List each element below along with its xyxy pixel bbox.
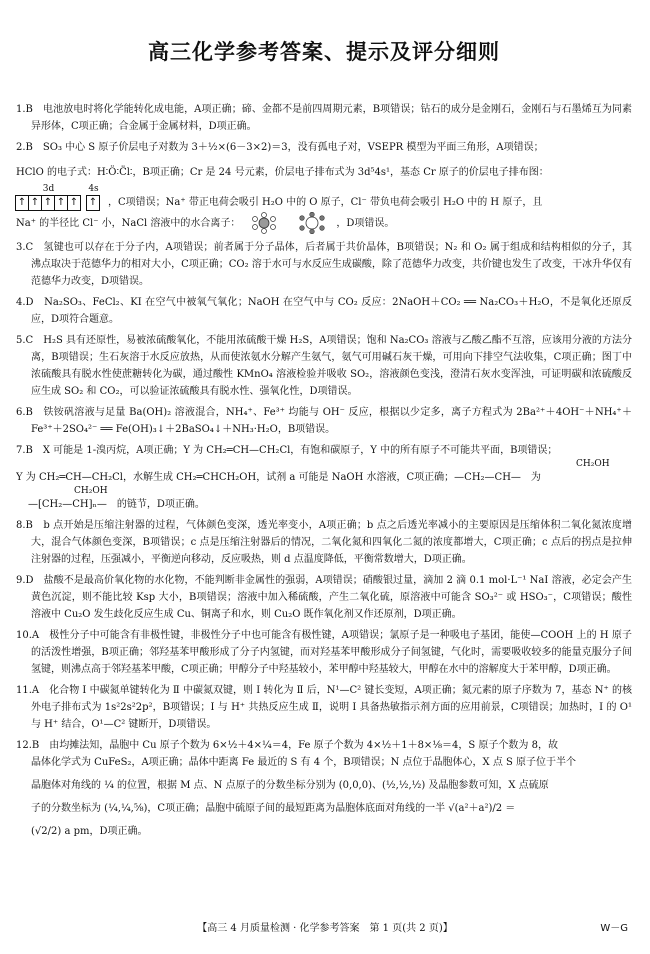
orbital-4s-label: 4s [88,184,99,194]
q12-line4: 子的分数坐标为 (¼,¼,⅝)，C项正确；晶胞中硫原子间的最短距离为晶胞体底面对角线的一半 √(a²＋a²)/2 ＝ [31,803,516,814]
answer-q10: 10.A 极性分子中可能含有非极性键，非极性分子中也可能含有极性键，A项错误；氯原子是一种吸电子基团，能使—COOH 上的 H 原子的活泼性增强，B项正确；邻羟基苯甲酸形成了分子内氢键，而对羟基苯甲酸形成分子间氢键，气化时，需要吸收较多的能量克服分子间氢键，则沸点高于邻羟基苯甲酸，C项正确；甲醇分子中羟基较小，苯甲醇中羟基较大，甲醇在水中的溶解度大于苯甲醇，D项正确。 [16,630,632,675]
answer-q8: 8.B b 点开始是压缩注射器的过程，气体颜色变深，透光率变小，A项正确；b 点之后透光率减小的主要原因是压缩体积二氧化氮浓度增大，混合气体颜色变深，B项错误；c 点是压缩注射器后的情况，二氧化氮和四氧化二氮的浓度都增大，C项正确；c 点后的拐点是拉伸注射器的过程，压强减小，平衡逆向移动，反应吸热，则 d 点温度降低，平衡常数增大，D项正确。 [16,520,632,565]
q7-line1: 7.B X 可能是 1-溴丙烷，A项正确；Y 为 CH₂═CH—CH₂Cl，有饱和碳原子，Y 中的所有原子不可能共平面，B项错误； [16,445,558,456]
q7-line2: Y 为 CH₂═CH—CH₂Cl，水解生成 CH₂═CHCH₂OH，试剂 a 可能是 NaOH 水溶液，C项正确；—CH₂—CH— 为 [16,472,541,483]
q2-line1: 2.B SO₃ 中心 S 原子价层电子对数为 3＋½×(6－3×2)＝3，没有孤电子对，VSEPR 模型为平面三角形，A项错误； [16,142,544,153]
answer-q6: 6.B 铁铵矾溶液与足量 Ba(OH)₂ 溶液混合，NH₄⁺、Fe³⁺ 均能与 OH⁻ 反应，根据以少定多，离子方程式为 2Ba²⁺＋4OH⁻＋NH₄⁺＋Fe³⁺＋2SO₄²⁻ ══ Fe(OH)₃↓＋2BaSO₄↓＋NH₃·H₂O，B项错误。 [16,407,632,435]
q12-line5: (√2/2) a pm，D项正确。 [31,826,148,837]
footer-code: W－G [600,923,628,934]
q12-line3: 晶胞体对角线的 ¼ 的位置，根据 M 点、N 点原子的分数坐标分别为 (0,0,0)、(½,½,½) 及晶胞参数可知，X 点硫原 [31,780,549,791]
q12-line2: 晶体化学式为 CuFeS₂，A项正确；晶体中距离 Fe 最近的 S 有 4 个，B项错误；N 点位于晶胞体心，X 点 S 原子位于半个 [31,757,577,768]
answer-q2 [16,139,632,235]
q2-line3: ，C项错误；Na⁺ 带正电荷会吸引 H₂O 中的 O 原子，Cl⁻ 带负电荷会吸引 H₂O 中的 H 原子，且 [108,197,543,208]
orbital-4s [87,184,100,211]
q12-line1: 12.B 由均摊法知，晶胞中 Cu 原子个数为 6×½＋4×¼＝4，Fe 原子个数为 4×½＋1＋8×⅛＝4，S 原子个数为 8，故 [16,740,558,751]
orbital-box-arrow: ↑ [86,195,100,211]
orbital-box-arrow: ↑ [67,195,81,211]
answer-q1: 1.B 电池放电时将化学能转化成电能，A项正确；碲、金都不是前四周期元素，B项错误；钻石的成分是金刚石，金刚石与石墨烯互为同素异形体，C项正确；合金属于金属材料，D项正确。 [16,104,632,132]
hydrated-na-ion-icon [243,212,285,234]
orbital-3d [16,184,81,211]
answer-q3: 3.C 氢键也可以存在于分子内，A项错误；前者属于分子晶体，后者属于共价晶体，B项错误；N₂ 和 O₂ 属于组成和结构相似的分子，其沸点取决于范德华力的相对大小，C项正确；CO₂ 溶于水可与水反应生成碳酸，除了范德华力改变，共价键也发生了改变，干冰升华仅有范德华力改变，D项错误。 [16,242,632,287]
answer-q4: 4.D Na₂SO₃、FeCl₂、KI 在空气中被氧气氧化；NaOH 在空气中与 CO₂ 反应：2NaOH＋CO₂ ══ Na₂CO₃＋H₂O，不是氧化还原反应，D项符合题意。 [16,297,632,325]
orbital-3d-label: 3d [42,184,55,194]
answer-q7 [16,442,632,513]
page-footer: 【高三 4 月质量检测 · 化学参考答案 第 1 页(共 2 页)】 [197,923,453,934]
q2-line4a: Na⁺ 的半径比 Cl⁻ 小，NaCl 溶液中的水合离子： [16,217,241,229]
answer-q9: 9.D 盐酸不是最高价氧化物的水化物，不能判断非金属性的强弱，A项错误；硝酸银过量，滴加 2 滴 0.1 mol·L⁻¹ NaI 溶液，必定会产生黄色沉淀，则不能比较 Ksp 大小，B项错误；溶液中加入稀硫酸，产生二氧化硫，原溶液中可能含 SO₃²⁻ 或 HSO₃⁻，C项错误；酸性溶液中 Cu₂O 发生歧化反应生成 Cu、铜离子和水，则 Cu₂O 既作氧化剂又作还原剂，D项正确。 [16,575,632,620]
q2-line2: HClO 的电子式：H∶Ö∶C̈l∶，B项正确；Cr 是 24 号元素，价层电子排布式为 3d⁵4s¹，基态 Cr 原子的价层电子排布图： [16,167,549,178]
page-title: 高三化学参考答案、提示及评分细则 [148,40,500,64]
q2-orbital-row [16,181,632,211]
orbital-box-arrow: ↑ [41,195,55,211]
cr-orbital-diagram [16,184,106,211]
orbital-box-arrow: ↑ [15,195,29,211]
answer-q11: 11.A 化合物 Ⅰ 中碳氮单键转化为 Ⅱ 中碳氮双键，则 Ⅰ 转化为 Ⅱ 后，N¹—C² 键长变短，A项正确；氮元素的原子序数为 7，基态 N⁺ 的核外电子排布式为 1s²2s²2p²，B项错误；Ⅰ 与 H⁺ 共热反应生成 Ⅱ，说明 Ⅰ 具备热敏指示剂方面的应用前景，C项错误；加热时，Ⅰ 的 O¹ 与 H⁺ 结合，O¹—C² 键断开，D项错误。 [16,685,632,730]
q7-sub2: CH₂OH [74,486,108,496]
q7-sub1: CH₂OH [576,459,610,469]
q7-line3: —[CH₂—CH]ₙ— 的链节，D项正确。 [28,499,205,510]
answer-q5: 5.C H₂S 具有还原性，易被浓硫酸氧化，不能用浓硫酸干燥 H₂S，A项错误；饱和 Na₂CO₃ 溶液与乙酸乙酯不互溶，应该用分液的方法分离，B项错误；生石灰溶于水反应放热，从而使浓氨水分解产生氨气，氨气可用碱石灰干燥，可用向下排空气法收集，C项正确；图丁中浓硫酸具有脱水性使蔗糖转化为碳，通过酸性 KMnO₄ 溶液检验并吸收 SO₂，溶液颜色变浅，澄清石灰水变浑浊，可证明碳和浓硫酸反应生成 SO₂ 和 CO₂，可以验证浓硫酸具有脱水性、强氧化性，D项错误。 [16,335,632,397]
q2-line4b: ，D项错误。 [336,217,395,229]
hydrated-cl-ion-icon [291,212,333,234]
answer-list [16,101,632,840]
answer-q12 [16,737,632,840]
orbital-box-arrow: ↑ [28,195,42,211]
orbital-box-arrow: ↑ [54,195,68,211]
